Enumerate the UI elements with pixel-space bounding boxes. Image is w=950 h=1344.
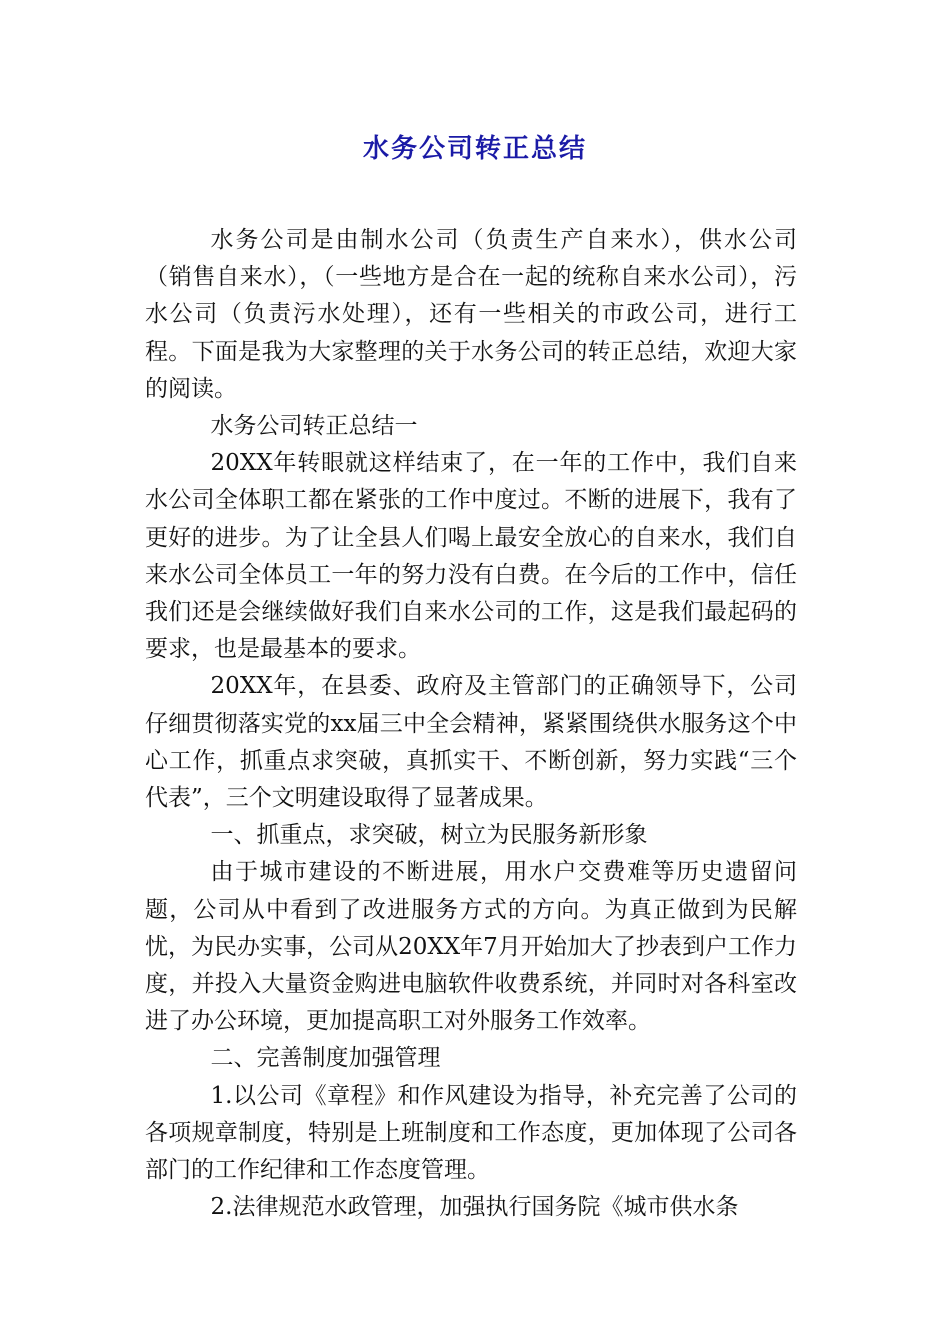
document-title: 水务公司转正总结 <box>362 134 587 164</box>
document-body <box>145 222 797 1226</box>
subheading-1: 一、抓重点，求突破，树立为民服务新形象 <box>210 822 648 849</box>
paragraph: 由于城市建设的不断进展，用水户交费难等历史遗留问题，公司从中看到了改进服务方式的方向。为真正做到为民解忧，为民办实事，公司从20XX年7月开始加大了抄表到户工作力度，并投入大量资金购进电脑软件收费系统，并同时对各科室改进了办公环境，更加提高职工对外服务工作效率。 <box>145 859 797 1035</box>
paragraph-intro: 水务公司是由制水公司（负责生产自来水），供水公司（销售自来水），（一些地方是合在一起的统称自来水公司），污水公司（负责污水处理），还有一些相关的市政公司，进行工程。下面是我为大家整理的关于水务公司的转正总结，欢迎大家的阅读。 <box>145 227 797 402</box>
paragraph: 20XX年转眼就这样结束了，在一年的工作中，我们自来水公司全体职工都在紧张的工作中度过。不断的进展下，我有了更好的进步。为了让全县人们喝上最安全放心的自来水，我们自来水公司全体员工一年的努力没有白费。在今后的工作中，信任我们还是会继续做好我们自来水公司的工作，这是我们最起码的要求，也是最基本的要求。 <box>145 450 797 663</box>
list-item: 1.以公司《章程》和作风建设为指导，补充完善了公司的各项规章制度，特别是上班制度和工作态度，更加体现了公司各部门的工作纪律和工作态度管理。 <box>145 1082 797 1184</box>
list-item: 2.法律规范水政管理，加强执行国务院《城市供水条 <box>210 1194 739 1221</box>
subheading-2: 二、完善制度加强管理 <box>210 1045 441 1072</box>
section-heading-1: 水务公司转正总结一 <box>210 413 418 440</box>
paragraph: 20XX年，在县委、政府及主管部门的正确领导下，公司仔细贯彻落实党的xx届三中全会精神，紧紧围绕供水服务这个中心工作，抓重点求突破，真抓实干、不断创新，努力实践“三个代表”，三个文明建设取得了显著成果。 <box>145 673 797 812</box>
